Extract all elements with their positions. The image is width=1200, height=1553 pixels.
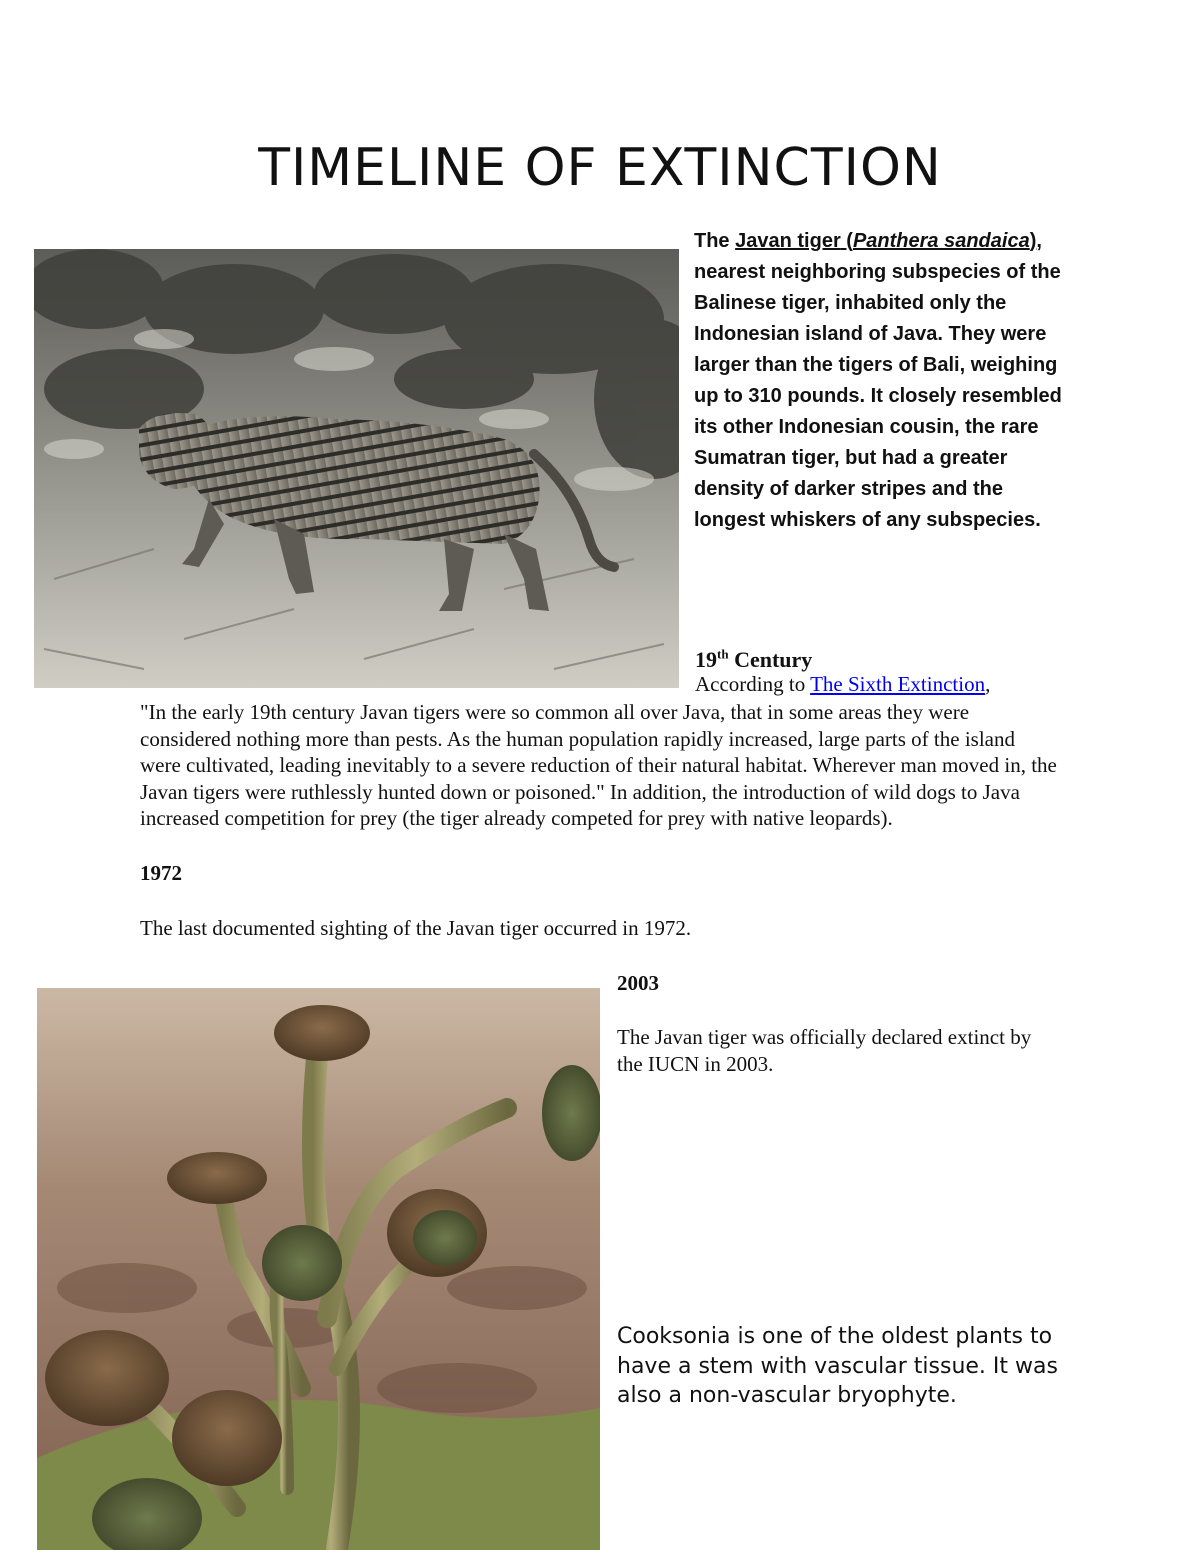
javan-tiger-photo [34,249,679,688]
year-1972-heading [140,860,182,887]
sixth-extinction-link[interactable]: The Sixth Extinction [810,672,986,696]
century-heading-num: 19 [695,647,717,673]
javan-tiger-link[interactable]: Javan tiger [735,230,841,252]
year-2003-heading-text: 2003 [617,971,659,995]
intro-rest: , nearest neighboring subspecies of the Balinese tiger, inhabited only the Indonesian island of Java. They were larger than the tigers of Bali, weighing up to 310 pounds. It closely resembled its other Indonesian cousin, the rare Sumatran tiger, but had a greater density of darker stripes and the longest whiskers of any subspecies. [694,230,1062,531]
year-1972-heading-text: 1972 [140,861,182,885]
according-line [695,671,1155,698]
intro-lead: The [694,230,736,252]
century-heading-sup: th [717,647,729,662]
year-2003-text: The Javan tiger was officially declared extinct by the IUCN in 2003. [617,1025,1032,1076]
century-heading [695,642,1155,674]
cooksonia-image [37,988,600,1550]
intro-paren-open: ( [840,230,853,252]
century-quote: "In the early 19th century Javan tigers were so common all over Java, that in some areas they were considered nothing more than pests. As the human population rapidly increased, large parts of the island were cultivated, leading inevitably to a severe reduction of their natural habitat. Wherever man moved in, the Javan tigers were ruthlessly hunted down or poisoned." In addition, the introduction of wild dogs to Java increased competition for prey (the tiger already competed for prey with native leopards). [140,700,1057,831]
year-1972-text: The last documented sighting of the Javan tiger occurred in 1972. [140,916,692,940]
year-2003-heading [617,970,659,997]
intro-paragraph [694,226,1064,536]
according-comma: , [985,672,991,696]
cooksonia-caption: Cooksonia is one of the oldest plants to have a stem with vascular tissue. It was also a non-vascular bryophyte. [617,1324,1058,1408]
century-heading-rest: Century [728,647,813,673]
intro-paren-close: ) [1029,230,1037,252]
page-title: TIMELINE OF EXTINCTION [258,138,942,198]
according-lead: According to [695,672,811,696]
latin-name: Panthera sandaica [852,230,1030,252]
